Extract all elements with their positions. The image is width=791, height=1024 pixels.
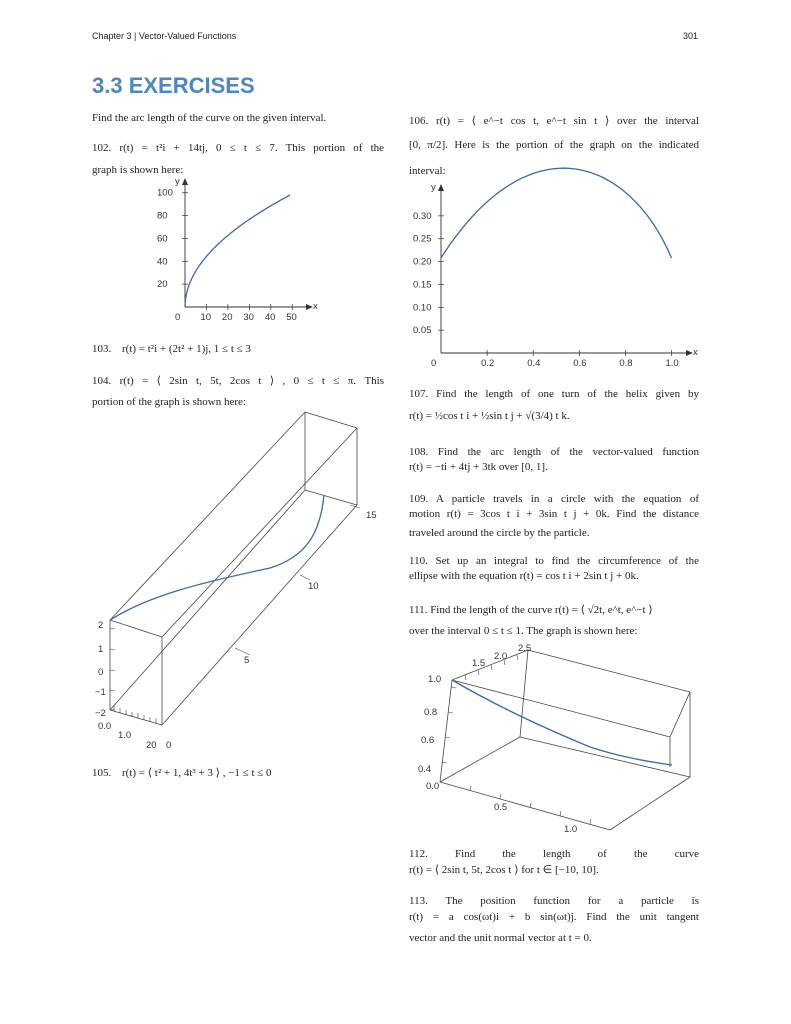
y-tick-label: 40 xyxy=(157,256,168,268)
page-number: 301 xyxy=(683,31,699,41)
x-axis-arrow xyxy=(686,350,693,356)
exercise-text: A particle travels in a circle with the equation of xyxy=(436,493,699,505)
exercise-text: Find the length of the curve xyxy=(430,604,553,616)
curve-line xyxy=(452,680,672,765)
exercise-103 xyxy=(92,338,251,360)
exercise-number: 112. xyxy=(409,848,428,860)
box-edge xyxy=(162,428,357,637)
exercise-number: 113. xyxy=(409,895,428,907)
tick-label: 1 xyxy=(98,644,104,655)
tick-label: 5 xyxy=(244,655,250,666)
exercise-formula: r(t) = ⟨ e^−t cos t, e^−t sin t ⟩ xyxy=(435,115,610,127)
y-tick-label: 80 xyxy=(157,210,168,222)
box-edge xyxy=(670,692,690,737)
exercise-number: 111. xyxy=(409,604,428,616)
graph-104 xyxy=(90,405,390,755)
exercise-text: Find the distance xyxy=(616,508,700,520)
tick-label: 0.0 xyxy=(98,721,112,732)
exercise-text: Here is the portion of the graph on the indicated xyxy=(454,139,700,151)
x-tick-label: 30 xyxy=(243,312,254,323)
box-edge xyxy=(110,710,162,725)
tick-label: 1.0 xyxy=(428,674,442,685)
x-tick-label: 50 xyxy=(286,312,297,323)
exercise-number: 107. xyxy=(409,388,429,400)
exercise-formula: r(t) = cos t i + 2sin t j + 0k. xyxy=(519,570,639,582)
exercise-text: of xyxy=(597,848,607,860)
exercise-formula: r(t) = ⟨ 2sin t, 5t, 2cos t ⟩ xyxy=(409,864,519,876)
x-tick-label: 0.2 xyxy=(481,358,495,369)
box-edge xyxy=(110,620,162,637)
tick-label: −1 xyxy=(95,687,106,698)
x-tick-label: 40 xyxy=(264,312,276,323)
exercise-formula: r(t) = ⟨ 2sin t, 5t, 2cos t ⟩ , 0 ≤ t ≤ π. xyxy=(119,375,357,387)
y-tick-label: 60 xyxy=(157,233,168,245)
tick-label: 1.0 xyxy=(118,730,132,741)
y-tick-label: 0.25 xyxy=(413,233,432,245)
exercise-formula: r(t) = ½cos t i + ½sin t j + √(3/4) t k. xyxy=(409,410,570,422)
y-tick-label: 100 xyxy=(157,187,173,199)
box-edge xyxy=(110,490,305,710)
tick-label: 0.4 xyxy=(418,764,432,775)
graph-111 xyxy=(410,642,710,842)
exercise-number: 106. xyxy=(409,115,429,127)
exercise-formula: r(t) = 3cos t i + 3sin t j + 0k. xyxy=(446,508,610,520)
exercise-interval: [0, π/2]. xyxy=(409,139,448,151)
exercise-formula: r(t) = −ti + 4tj + 3tk xyxy=(409,461,497,473)
exercise-number: 102. xyxy=(92,142,112,154)
x-tick-label: 20 xyxy=(221,312,233,323)
exercise-number: 110. xyxy=(409,555,428,567)
exercise-number: 108. xyxy=(409,446,429,458)
tick-label: 2.5 xyxy=(518,643,532,654)
exercise-text: ellipse with the equation xyxy=(409,570,517,582)
tick-label: 0.0 xyxy=(426,781,440,792)
exercise-text: traveled around the circle by the particle. xyxy=(409,527,590,539)
exercise-number: 103. xyxy=(92,343,112,355)
exercise-text: portion of the graph is shown here: xyxy=(92,396,246,408)
box-edge xyxy=(520,650,528,737)
graph-102 xyxy=(150,175,318,325)
exercise-text: over the interval xyxy=(616,115,699,127)
x-axis-label: x xyxy=(693,347,698,358)
exercise-text: Find xyxy=(455,848,476,860)
helix-curve xyxy=(110,495,324,620)
y-tick-label: 20 xyxy=(157,279,168,291)
exercise-text: the xyxy=(502,848,516,860)
box-edge xyxy=(305,490,357,505)
y-axis-arrow xyxy=(182,178,188,185)
tick-label: 0 xyxy=(166,740,172,751)
box-edge xyxy=(610,777,690,830)
x-axis-arrow xyxy=(306,304,313,310)
box-edge xyxy=(440,782,610,830)
exercise-text: The graph is shown here: xyxy=(526,625,638,637)
exercise-text: the xyxy=(634,848,648,860)
graph-106 xyxy=(405,175,700,373)
exercise-text: interval: xyxy=(409,165,446,177)
tick-label: 2 xyxy=(98,620,104,631)
exercise-formula: r(t) = a cos(ωt)i + b sin(ωt)j. xyxy=(409,911,577,923)
tick-label: 0 xyxy=(98,667,104,678)
tick-label: 1.0 xyxy=(564,824,578,835)
tick-label: 15 xyxy=(366,510,377,521)
y-tick-label: 0.10 xyxy=(413,302,432,314)
x-tick-label: 0.8 xyxy=(619,358,633,369)
exercise-text: This portion of the xyxy=(285,142,385,154)
y-tick-label: 0.30 xyxy=(413,210,432,222)
exercise-number: 105. xyxy=(92,767,112,779)
exercise-formula: r(t) = t²i + (2t² + 1)j, 1 ≤ t ≤ 3 xyxy=(122,343,251,355)
exercise-text: Find the arc length of the vector-valued function xyxy=(437,446,700,458)
section-title: 3.3 EXERCISES xyxy=(92,73,255,98)
x-tick-label: 0.4 xyxy=(527,358,541,369)
y-axis-label: y xyxy=(175,176,180,187)
exercise-text: vector and the unit normal vector at xyxy=(409,932,566,944)
exercise-text: over the interval xyxy=(409,625,482,637)
exercise-interval: 0 ≤ t ≤ 1. xyxy=(483,625,524,637)
curve-line xyxy=(185,195,290,307)
tick-label: 1.5 xyxy=(472,658,486,669)
y-tick-label: 0.15 xyxy=(413,279,432,291)
exercise-text: Set up an integral to find the circumference of the xyxy=(435,555,700,567)
box-edge xyxy=(440,680,452,782)
x-tick-label: 0.6 xyxy=(573,358,587,369)
exercise-text: length xyxy=(543,848,571,860)
intro-text: Find the arc length of the curve on the given interval. xyxy=(92,112,327,124)
x-axis-label: x xyxy=(313,301,318,312)
box-edge xyxy=(528,650,690,692)
x-tick-label: 1.0 xyxy=(665,358,679,369)
exercise-formula: r(t) = t²i + 14tj, 0 ≤ t ≤ 7. xyxy=(119,142,278,154)
exercise-text: curve xyxy=(674,848,700,860)
x-tick-label: 0 xyxy=(175,312,181,323)
chapter-header: Chapter 3 | Vector-Valued Functions xyxy=(92,31,237,41)
box-edge xyxy=(520,737,690,777)
curve-line xyxy=(441,168,672,258)
box-edge xyxy=(440,737,520,782)
tick-label: 10 xyxy=(308,581,319,592)
box-edge xyxy=(305,412,357,428)
exercise-text: graph is shown here: xyxy=(92,164,184,176)
box-edge xyxy=(162,505,357,725)
exercise-text: over [0, 1]. xyxy=(498,461,548,473)
tick-label: 0.6 xyxy=(421,735,435,746)
exercise-text: The position function for a particle is xyxy=(445,895,699,907)
tick-label: 0.5 xyxy=(494,802,508,813)
exercise-text: Find the length of one turn of the helix given by xyxy=(436,388,700,400)
y-tick-label: 0.20 xyxy=(413,256,432,268)
x-tick-label: 10 xyxy=(200,312,212,323)
exercise-formula: r(t) = ⟨ √2t, e^t, e^−t ⟩ xyxy=(554,604,653,616)
tick-label: 0.8 xyxy=(424,707,438,718)
exercise-text: Find the unit tangent xyxy=(586,911,699,923)
exercise-number: 109. xyxy=(409,493,429,505)
exercise-105 xyxy=(92,762,272,784)
tick-label: −2 xyxy=(95,708,106,719)
y-axis-arrow xyxy=(438,184,444,191)
exercise-text: This xyxy=(364,375,384,387)
tick-label: 20 xyxy=(146,740,157,751)
box-edge xyxy=(452,650,528,680)
exercise-number: 104. xyxy=(92,375,112,387)
x-tick-label: 0 xyxy=(431,358,437,369)
exercise-formula: r(t) = ⟨ t² + 1, 4t³ + 3 ⟩ , −1 ≤ t ≤ 0 xyxy=(122,767,272,779)
exercise-text: for t ∈ [−10, 10]. xyxy=(521,864,599,876)
tick-label: 2.0 xyxy=(494,651,508,662)
exercise-formula: t = 0. xyxy=(568,932,592,944)
y-tick-label: 0.05 xyxy=(413,325,432,337)
exercise-text: motion xyxy=(409,508,441,520)
box-edge xyxy=(452,680,670,737)
y-axis-label: y xyxy=(431,182,436,193)
